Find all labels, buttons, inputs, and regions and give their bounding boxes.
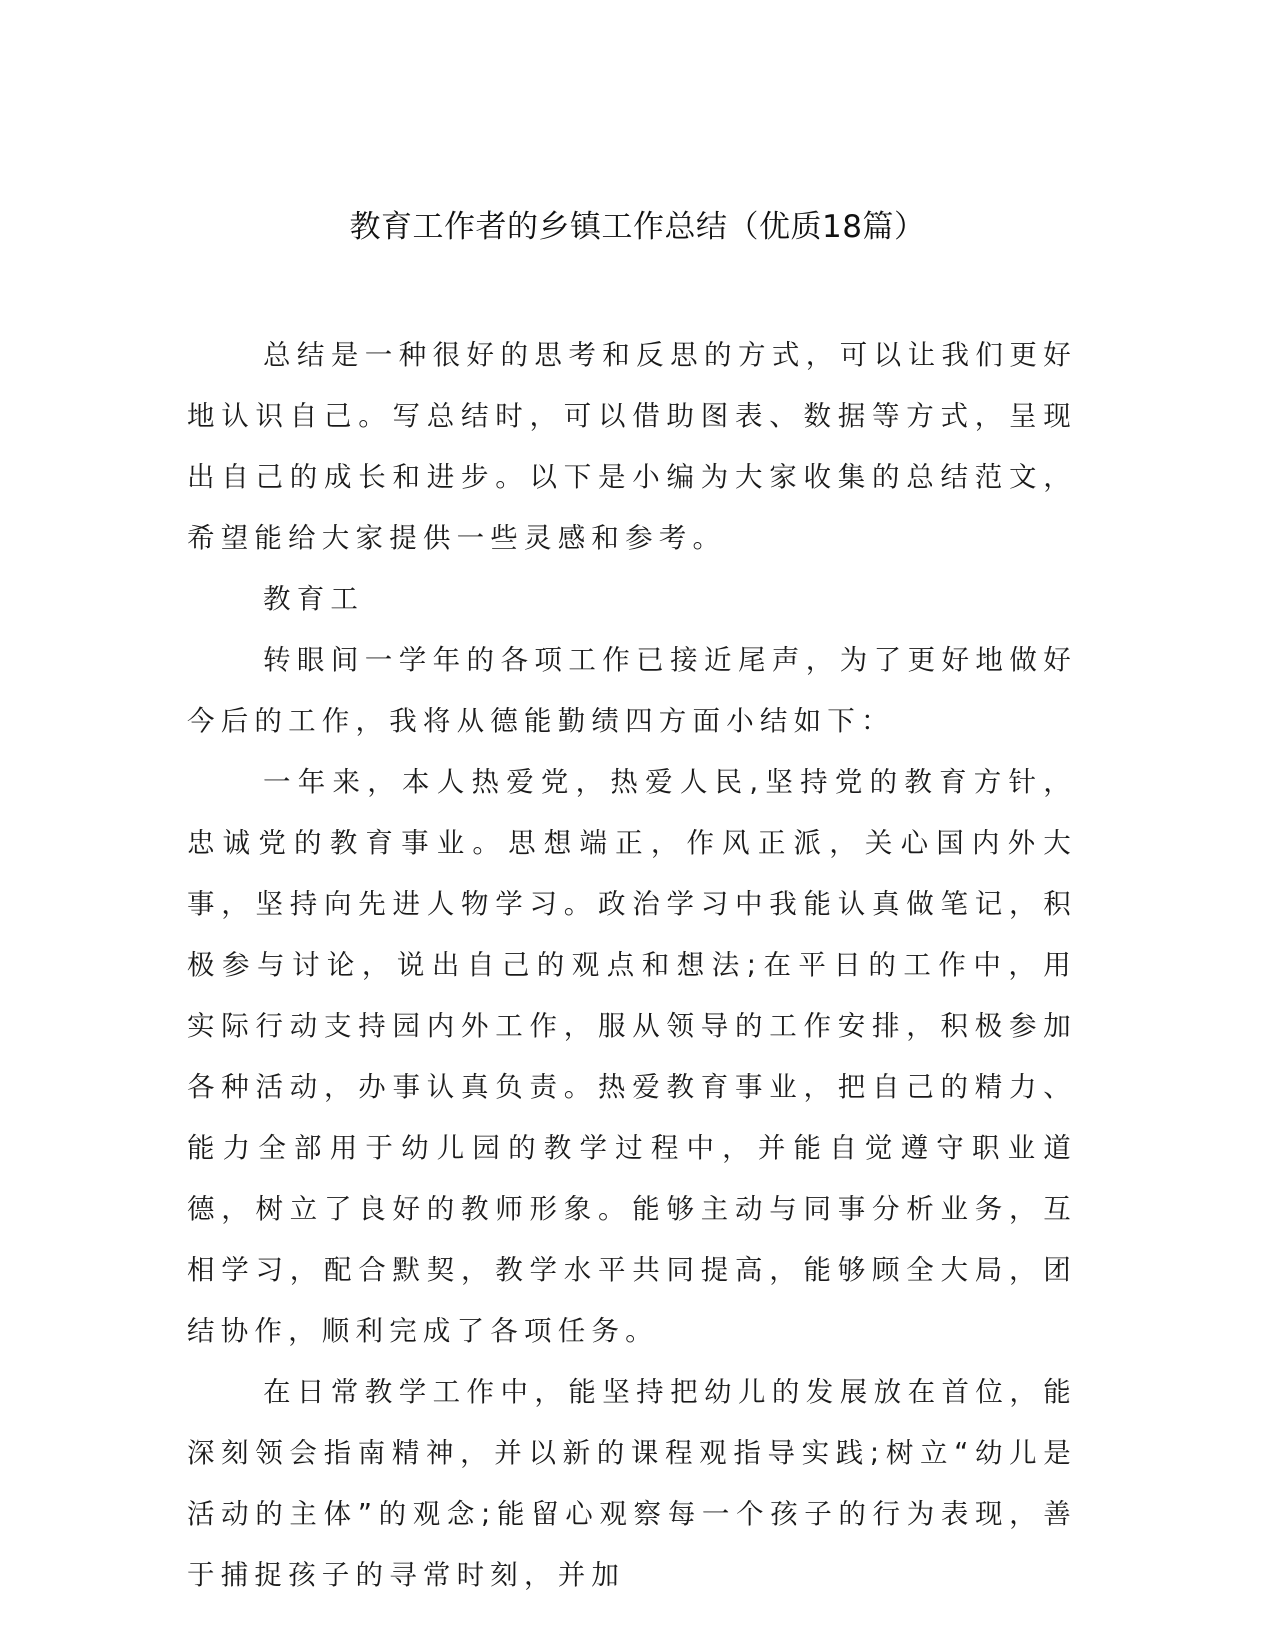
body-paragraph: 在日常教学工作中，能坚持把幼儿的发展放在首位，能深刻领会指南精神，并以新的课程观指导实践;树立“幼儿是活动的主体”的观念;能留心观察每一个孩子的行为表现，善于捕捉孩子的寻常时刻，并加 [187,1376,1077,1591]
document-body [187,325,1077,1606]
document-title: 教育工作者的乡镇工作总结（优质18篇） [349,209,926,245]
intro-paragraph: 总结是一种很好的思考和反思的方式，可以让我们更好地认识自己。写总结时，可以借助图表、数据等方式，呈现出自己的成长和进步。以下是小编为大家收集的总结范文，希望能给大家提供一些灵感和参考。 [187,339,1077,554]
section-heading: 教育工 [263,583,365,615]
body-paragraph: 一年来，本人热爱党，热爱人民,坚持党的教育方针，忠诚党的教育事业。思想端正，作风正派，关心国内外大事，坚持向先进人物学习。政治学习中我能认真做笔记，积极参与讨论，说出自己的观点和想法;在平日的工作中，用实际行动支持园内外工作，服从领导的工作安排，积极参加各种活动，办事认真负责。热爱教育事业，把自己的精力、能力全部用于幼儿园的教学过程中，并能自觉遵守职业道德，树立了良好的教师形象。能够主动与同事分析业务，互相学习，配合默契，教学水平共同提高，能够顾全大局，团结协作，顺利完成了各项任务。 [187,766,1077,1347]
body-paragraph: 转眼间一学年的各项工作已接近尾声，为了更好地做好今后的工作，我将从德能勤绩四方面小结如下： [187,644,1077,737]
